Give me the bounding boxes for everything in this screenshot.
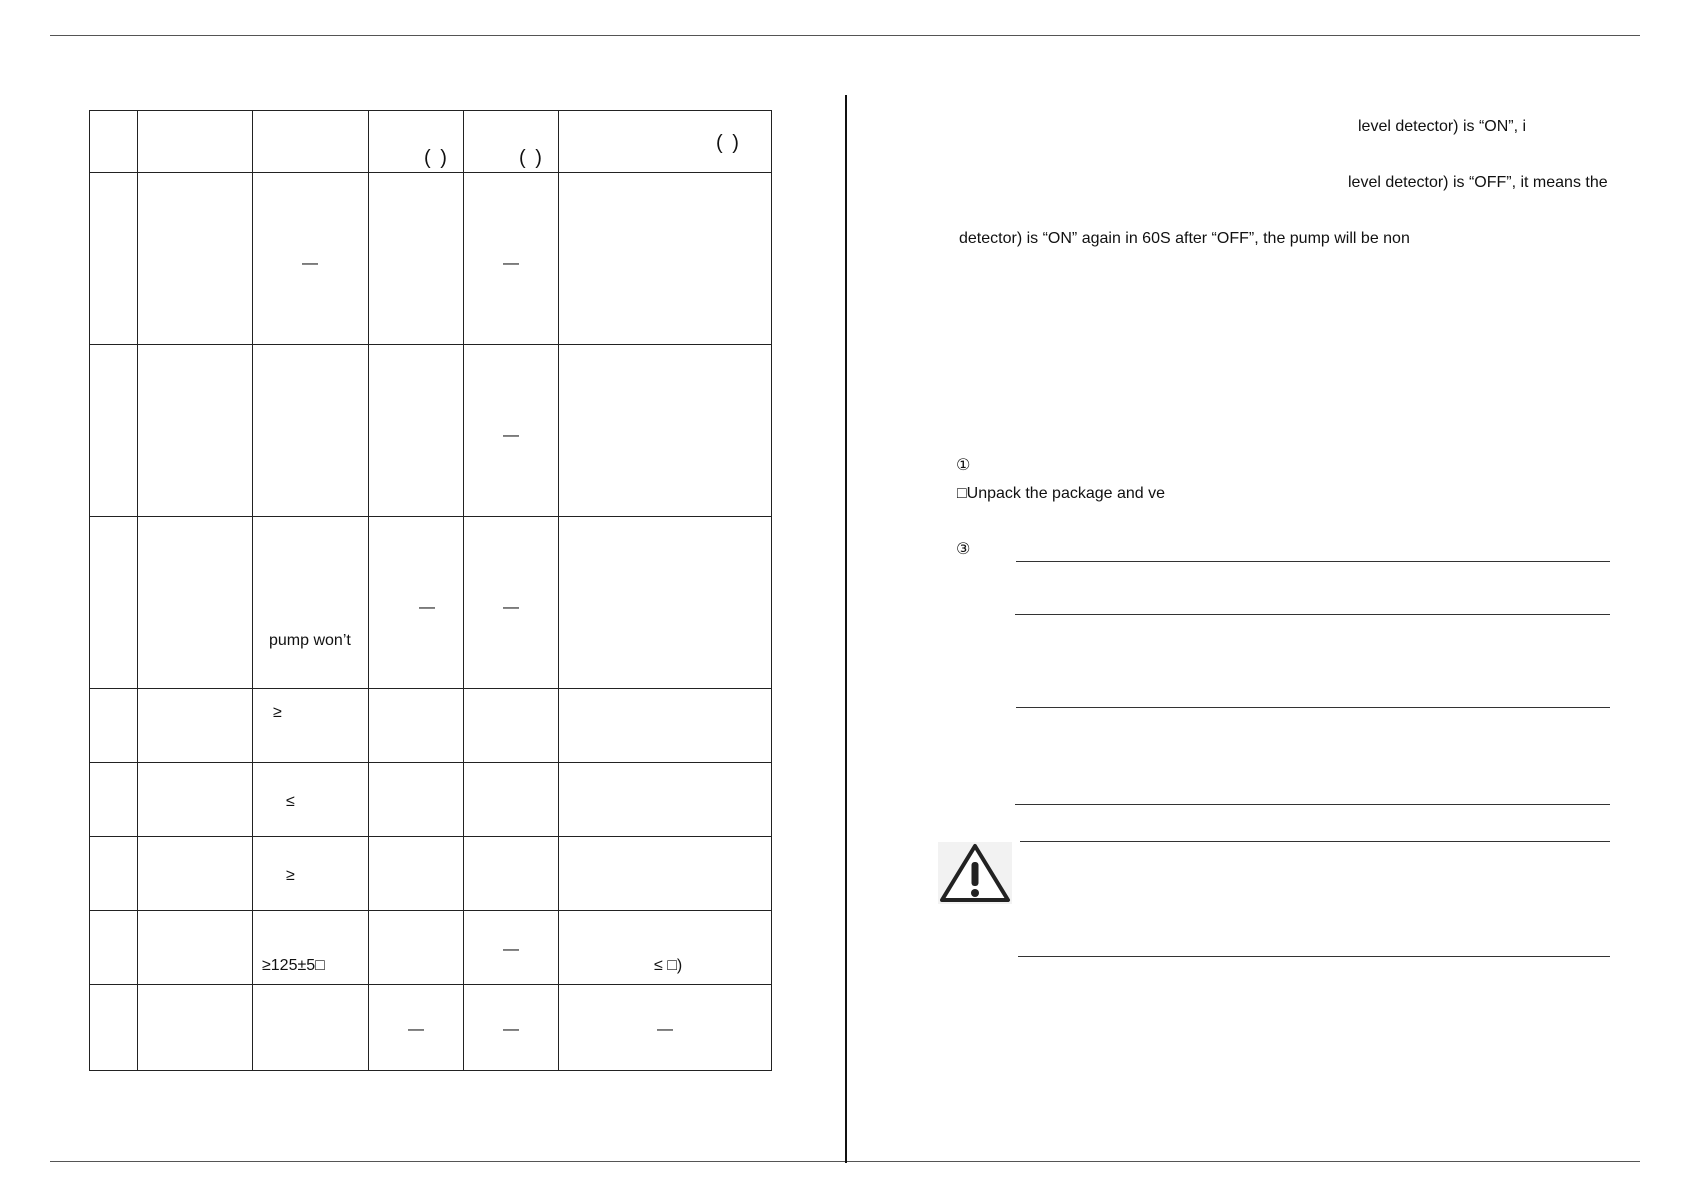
table-cell xyxy=(138,837,253,911)
table-cell xyxy=(90,837,138,911)
table-cell xyxy=(369,173,464,345)
cell-value: — xyxy=(503,1021,519,1038)
table-cell xyxy=(90,111,138,173)
table-cell xyxy=(253,763,369,837)
table-row xyxy=(90,345,772,517)
text-line-2: level detector) is “OFF”, it means the xyxy=(1348,174,1608,191)
table-cell xyxy=(369,985,464,1071)
table-cell xyxy=(138,517,253,689)
cell-value: ≥125±5□ xyxy=(262,957,325,974)
table-cell xyxy=(90,173,138,345)
table-row xyxy=(90,837,772,911)
top-rule xyxy=(50,35,1640,36)
cell-value: ≥ xyxy=(286,867,295,884)
table-cell xyxy=(369,837,464,911)
text-line-3: detector) is “ON” again in 60S after “OFF”, the pump will be non xyxy=(959,230,1410,247)
unpack-text: □Unpack the package and ve xyxy=(957,485,1166,502)
table-cell xyxy=(138,173,253,345)
table-row xyxy=(90,985,772,1071)
table-cell xyxy=(253,689,369,763)
table-cell xyxy=(559,837,772,911)
table-cell xyxy=(559,985,772,1071)
table-cell xyxy=(138,763,253,837)
column-divider xyxy=(845,95,847,1163)
table-cell xyxy=(559,345,772,517)
table-cell xyxy=(253,985,369,1071)
cell-value: — xyxy=(419,599,435,616)
table-cell xyxy=(253,345,369,517)
table-cell xyxy=(464,111,559,173)
table-cell xyxy=(90,689,138,763)
rule-line xyxy=(1016,707,1610,708)
table-cell xyxy=(138,911,253,985)
table-cell xyxy=(464,911,559,985)
table-row xyxy=(90,173,772,345)
table-cell xyxy=(138,985,253,1071)
table-cell xyxy=(369,345,464,517)
table-cell xyxy=(369,689,464,763)
table-row xyxy=(90,763,772,837)
table-cell xyxy=(559,173,772,345)
table-cell xyxy=(559,517,772,689)
cell-value: — xyxy=(503,255,519,272)
unit-paren: ( ) xyxy=(424,147,449,169)
rule-line xyxy=(1016,561,1610,562)
table-cell xyxy=(369,911,464,985)
table-cell xyxy=(464,837,559,911)
table-cell xyxy=(369,763,464,837)
rule-line xyxy=(1015,614,1610,615)
table-cell xyxy=(138,345,253,517)
rule-line xyxy=(1020,841,1610,842)
spec-table xyxy=(89,110,772,1071)
table-cell xyxy=(253,911,369,985)
table-cell xyxy=(464,763,559,837)
text-line-1: level detector) is “ON”, i xyxy=(1358,118,1527,135)
table-cell xyxy=(559,689,772,763)
table-cell xyxy=(559,111,772,173)
table-cell xyxy=(464,689,559,763)
step-marker-1: ① xyxy=(956,457,971,474)
table-cell xyxy=(90,345,138,517)
table-cell xyxy=(369,111,464,173)
table-cell xyxy=(253,837,369,911)
cell-value: — xyxy=(503,427,519,444)
rule-line xyxy=(1018,956,1610,957)
unit-paren: ( ) xyxy=(519,147,544,169)
table-cell xyxy=(559,763,772,837)
cell-value: ≤ xyxy=(286,793,295,810)
cell-value: — xyxy=(302,255,318,272)
unit-paren: ( ) xyxy=(716,132,741,154)
table-row xyxy=(90,517,772,689)
table-cell xyxy=(90,911,138,985)
table-cell xyxy=(559,911,772,985)
table-cell xyxy=(90,763,138,837)
step-marker-3: ③ xyxy=(956,541,971,558)
table-cell xyxy=(253,517,369,689)
table-cell xyxy=(369,517,464,689)
table-row xyxy=(90,911,772,985)
table-cell xyxy=(253,173,369,345)
cell-value: pump won’t xyxy=(269,632,351,649)
rule-line xyxy=(1015,804,1610,805)
table-cell xyxy=(138,689,253,763)
table-row xyxy=(90,111,772,173)
table-cell xyxy=(90,517,138,689)
table-cell xyxy=(253,111,369,173)
table-row xyxy=(90,689,772,763)
table-cell xyxy=(464,173,559,345)
table-cell xyxy=(464,985,559,1071)
table-cell xyxy=(464,345,559,517)
cell-value: — xyxy=(408,1021,424,1038)
warning-triangle-icon xyxy=(938,842,1012,904)
cell-value: ≥ xyxy=(273,704,282,721)
cell-value: — xyxy=(657,1021,673,1038)
cell-value: ≤ □) xyxy=(654,957,683,974)
cell-value: — xyxy=(503,599,519,616)
cell-value: — xyxy=(503,941,519,958)
table-cell xyxy=(464,517,559,689)
table-cell xyxy=(138,111,253,173)
table-cell xyxy=(90,985,138,1071)
